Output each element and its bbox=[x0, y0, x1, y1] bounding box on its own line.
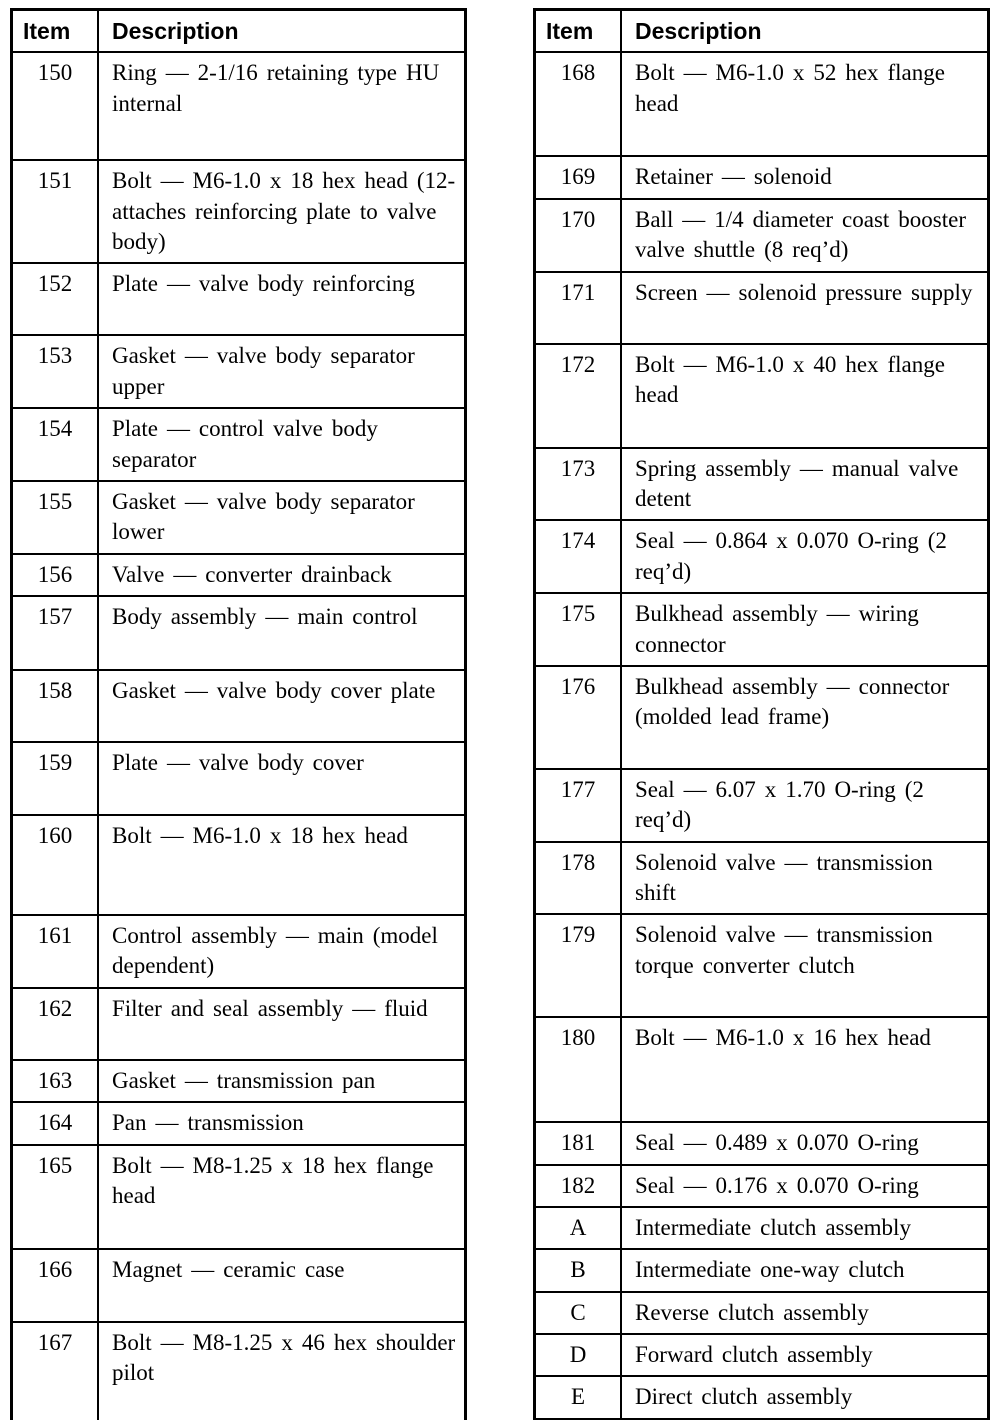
table-row bbox=[536, 198, 987, 271]
table-row bbox=[536, 51, 987, 155]
item-number-cell: 180 bbox=[536, 1018, 622, 1121]
table-row bbox=[536, 841, 987, 914]
table-row bbox=[13, 480, 464, 553]
item-number-cell: 168 bbox=[536, 53, 622, 155]
item-number-cell: 159 bbox=[13, 743, 99, 814]
item-number-cell: 173 bbox=[536, 449, 622, 520]
description-cell: Bolt — M6-1.0 x 18 hex head (12-attaches reinforcing plate to valve body) bbox=[112, 168, 456, 255]
item-number-cell: 174 bbox=[536, 521, 622, 592]
description-column-header: Description bbox=[112, 18, 239, 44]
table-row bbox=[536, 768, 987, 841]
table-row bbox=[13, 741, 464, 814]
item-number-cell: 178 bbox=[536, 843, 622, 914]
description-cell: Gasket — valve body separator lower bbox=[112, 488, 415, 545]
table-row bbox=[13, 669, 464, 741]
item-number-cell: B bbox=[536, 1250, 622, 1290]
table-row bbox=[536, 447, 987, 520]
description-cell: Control assembly — main (model dependent) bbox=[112, 922, 438, 979]
description-cell: Solenoid valve — transmission shift bbox=[635, 849, 933, 905]
item-number-cell: D bbox=[536, 1335, 622, 1375]
description-cell: Bolt — M6-1.0 x 16 hex head bbox=[635, 1025, 931, 1051]
description-cell: Pan — transmission bbox=[112, 1110, 304, 1136]
description-cell: Ball — 1/4 diameter coast booster valve shuttle (8 req’d) bbox=[635, 206, 966, 263]
table-header-row bbox=[536, 11, 987, 51]
item-number-cell: 152 bbox=[13, 264, 99, 334]
description-cell: Filter and seal assembly — fluid bbox=[112, 995, 428, 1021]
description-cell: Bulkhead assembly — wiring connector bbox=[635, 601, 919, 657]
description-cell: Body assembly — main control bbox=[112, 603, 418, 629]
table-row bbox=[13, 987, 464, 1059]
item-number-cell: 169 bbox=[536, 157, 622, 197]
item-number-cell: 177 bbox=[536, 770, 622, 841]
table-row bbox=[13, 1248, 464, 1321]
table-row bbox=[536, 1248, 987, 1290]
item-number-cell: 171 bbox=[536, 273, 622, 343]
description-cell: Intermediate one-way clutch bbox=[635, 1257, 905, 1283]
description-cell: Seal — 0.176 x 0.070 O-ring bbox=[635, 1172, 919, 1198]
description-cell: Bolt — M8-1.25 x 18 hex flange head bbox=[112, 1152, 434, 1209]
table-row bbox=[13, 1059, 464, 1101]
description-column-header: Description bbox=[635, 18, 762, 44]
table-row bbox=[13, 595, 464, 669]
description-cell: Retainer — solenoid bbox=[635, 164, 832, 190]
item-number-cell: 158 bbox=[13, 671, 99, 741]
table-row bbox=[13, 914, 464, 987]
table-row bbox=[536, 155, 987, 197]
parts-table-right bbox=[533, 8, 990, 1420]
description-cell: Magnet — ceramic case bbox=[112, 1256, 345, 1282]
item-number-cell: 167 bbox=[13, 1323, 99, 1420]
table-row bbox=[13, 51, 464, 159]
description-cell: Bolt — M8-1.25 x 46 hex shoulder pilot bbox=[112, 1329, 456, 1386]
item-number-cell: E bbox=[536, 1377, 622, 1417]
description-cell: Gasket — valve body separator upper bbox=[112, 343, 415, 399]
item-number-cell: 155 bbox=[13, 482, 99, 553]
table-row bbox=[536, 343, 987, 447]
table-row bbox=[536, 1121, 987, 1163]
table-row bbox=[13, 407, 464, 480]
description-cell: Plate — control valve body separator bbox=[112, 416, 378, 472]
item-number-cell: C bbox=[536, 1293, 622, 1333]
table-row bbox=[536, 1291, 987, 1333]
table-row bbox=[536, 1206, 987, 1248]
description-cell: Gasket — transmission pan bbox=[112, 1067, 376, 1093]
item-number-cell: A bbox=[536, 1208, 622, 1248]
item-number-cell: 172 bbox=[536, 345, 622, 447]
table-row bbox=[536, 1164, 987, 1206]
item-number-cell: 176 bbox=[536, 667, 622, 768]
description-cell: Intermediate clutch assembly bbox=[635, 1215, 911, 1241]
table-row bbox=[536, 271, 987, 343]
item-column-header: Item bbox=[536, 11, 622, 51]
item-number-cell: 151 bbox=[13, 161, 99, 262]
item-number-cell: 161 bbox=[13, 916, 99, 987]
table-row bbox=[536, 1333, 987, 1375]
table-row bbox=[536, 592, 987, 665]
table-row bbox=[536, 665, 987, 768]
table-row bbox=[13, 262, 464, 334]
table-row bbox=[13, 814, 464, 914]
item-number-cell: 153 bbox=[13, 336, 99, 407]
table-row bbox=[536, 519, 987, 592]
description-cell: Solenoid valve — transmission torque converter clutch bbox=[635, 922, 933, 978]
item-column-header: Item bbox=[13, 11, 99, 51]
table-body bbox=[536, 51, 987, 1417]
item-number-cell: 156 bbox=[13, 555, 99, 595]
description-cell: Seal — 0.864 x 0.070 O-ring (2 req’d) bbox=[635, 528, 947, 584]
item-number-cell: 162 bbox=[13, 989, 99, 1059]
table-row bbox=[13, 159, 464, 262]
item-number-cell: 163 bbox=[13, 1061, 99, 1101]
table-row bbox=[536, 1375, 987, 1417]
description-cell: Forward clutch assembly bbox=[635, 1342, 873, 1368]
item-number-cell: 160 bbox=[13, 816, 99, 914]
item-number-cell: 175 bbox=[536, 594, 622, 665]
item-number-cell: 182 bbox=[536, 1166, 622, 1206]
description-cell: Bolt — M6-1.0 x 40 hex flange head bbox=[635, 351, 945, 408]
description-cell: Seal — 0.489 x 0.070 O-ring bbox=[635, 1130, 919, 1156]
table-row bbox=[13, 553, 464, 595]
description-cell: Ring — 2-1/16 retaining type HU internal bbox=[112, 60, 440, 116]
item-number-cell: 154 bbox=[13, 409, 99, 480]
item-number-cell: 179 bbox=[536, 915, 622, 1016]
table-row bbox=[13, 1144, 464, 1248]
item-number-cell: 165 bbox=[13, 1146, 99, 1248]
table-row bbox=[13, 1101, 464, 1143]
description-cell: Bulkhead assembly — connector (molded lead frame) bbox=[635, 673, 950, 730]
description-cell: Bolt — M6-1.0 x 18 hex head bbox=[112, 822, 408, 848]
description-cell: Gasket — valve body cover plate bbox=[112, 677, 436, 703]
table-row bbox=[13, 1321, 464, 1420]
description-cell: Screen — solenoid pressure supply bbox=[635, 279, 973, 305]
item-number-cell: 170 bbox=[536, 200, 622, 271]
item-number-cell: 150 bbox=[13, 53, 99, 159]
table-body bbox=[13, 51, 464, 1420]
description-cell: Spring assembly — manual valve detent bbox=[635, 455, 959, 512]
table-row bbox=[536, 1016, 987, 1121]
table-row bbox=[536, 913, 987, 1016]
parts-table-left bbox=[10, 8, 467, 1420]
description-cell: Plate — valve body reinforcing bbox=[112, 271, 415, 297]
table-header-row bbox=[13, 11, 464, 51]
description-cell: Reverse clutch assembly bbox=[635, 1299, 869, 1325]
item-number-cell: 166 bbox=[13, 1250, 99, 1321]
table-row bbox=[13, 334, 464, 407]
description-cell: Plate — valve body cover bbox=[112, 749, 364, 775]
description-cell: Valve — converter drainback bbox=[112, 561, 392, 587]
description-cell: Seal — 6.07 x 1.70 O-ring (2 req’d) bbox=[635, 776, 924, 833]
description-cell: Direct clutch assembly bbox=[635, 1384, 853, 1410]
item-number-cell: 181 bbox=[536, 1123, 622, 1163]
description-cell: Bolt — M6-1.0 x 52 hex flange head bbox=[635, 60, 945, 116]
item-number-cell: 157 bbox=[13, 597, 99, 669]
item-number-cell: 164 bbox=[13, 1103, 99, 1143]
